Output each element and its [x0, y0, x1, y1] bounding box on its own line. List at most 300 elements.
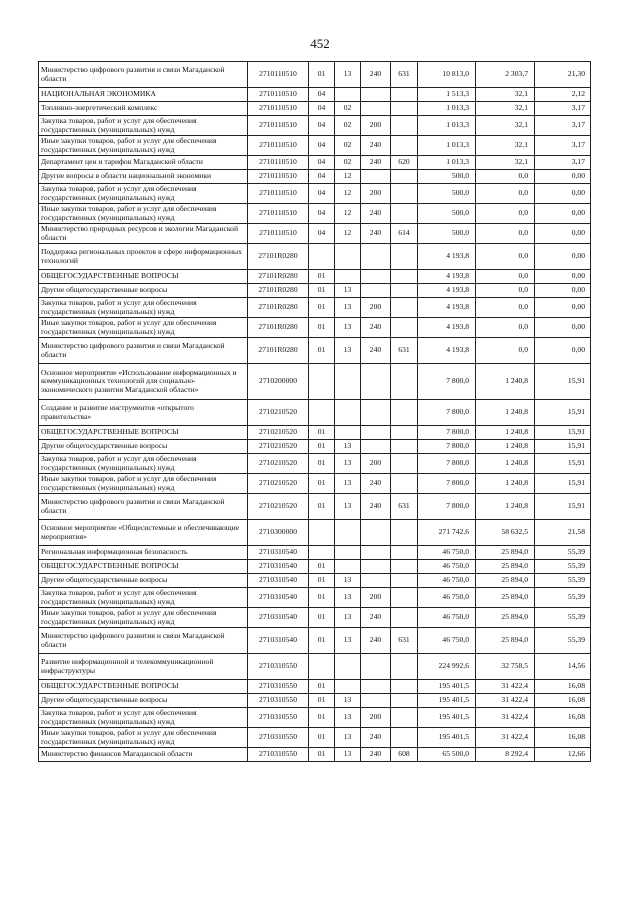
table-row: [39, 170, 591, 184]
row-grbs: 631: [391, 628, 418, 654]
row-name: Департамент цен и тарифов Магаданской области: [39, 156, 248, 170]
table-row: [39, 574, 591, 588]
row-vr: [361, 426, 391, 440]
row-exec: 0,0: [476, 318, 535, 338]
row-vr: [361, 88, 391, 102]
table-row: [39, 426, 591, 440]
table-row: [39, 298, 591, 318]
row-pr: 13: [335, 728, 361, 748]
row-pct: 15,91: [535, 494, 591, 520]
row-pct: 12,66: [535, 748, 591, 762]
row-name: Поддержка региональных проектов в сфере информационных технологий: [39, 244, 248, 270]
row-name: Иные закупки товаров, работ и услуг для обеспечения государственных (муниципальных) нужд: [39, 608, 248, 628]
row-plan: 7 800,0: [418, 454, 476, 474]
row-pr: 02: [335, 156, 361, 170]
row-plan: 4 193,8: [418, 270, 476, 284]
row-rz: 01: [309, 748, 335, 762]
table-row: [39, 270, 591, 284]
table-row: [39, 400, 591, 426]
row-vr: 240: [361, 318, 391, 338]
row-code: 2710210520: [248, 426, 309, 440]
row-plan: 1 013,3: [418, 102, 476, 116]
row-pct: 55,39: [535, 546, 591, 560]
row-pr: [335, 88, 361, 102]
row-rz: 01: [309, 284, 335, 298]
row-pct: 55,39: [535, 574, 591, 588]
row-code: 2710110510: [248, 184, 309, 204]
table-row: [39, 364, 591, 400]
row-vr: [361, 284, 391, 298]
row-grbs: [391, 588, 418, 608]
row-pr: 13: [335, 588, 361, 608]
row-rz: [309, 520, 335, 546]
row-rz: 01: [309, 494, 335, 520]
row-vr: 240: [361, 728, 391, 748]
row-grbs: [391, 440, 418, 454]
row-rz: 01: [309, 318, 335, 338]
row-exec: 25 894,0: [476, 628, 535, 654]
row-name: ОБЩЕГОСУДАРСТВЕННЫЕ ВОПРОСЫ: [39, 560, 248, 574]
row-exec: 0,0: [476, 270, 535, 284]
row-rz: 04: [309, 204, 335, 224]
row-code: 2710310540: [248, 628, 309, 654]
row-rz: 01: [309, 694, 335, 708]
row-grbs: [391, 318, 418, 338]
row-code: 27101R0280: [248, 270, 309, 284]
row-plan: 7 800,0: [418, 426, 476, 440]
row-pr: 13: [335, 494, 361, 520]
row-vr: 200: [361, 298, 391, 318]
row-pr: 12: [335, 224, 361, 244]
row-rz: 01: [309, 270, 335, 284]
row-pct: 14,56: [535, 654, 591, 680]
row-pct: 16,08: [535, 680, 591, 694]
row-plan: 46 750,0: [418, 560, 476, 574]
row-grbs: [391, 694, 418, 708]
row-grbs: [391, 102, 418, 116]
row-rz: 04: [309, 88, 335, 102]
row-code: 27101R0280: [248, 338, 309, 364]
row-name: Другие общегосударственные вопросы: [39, 694, 248, 708]
row-pr: [335, 680, 361, 694]
row-pr: 13: [335, 694, 361, 708]
row-grbs: [391, 426, 418, 440]
row-pr: [335, 546, 361, 560]
row-pct: 0,00: [535, 170, 591, 184]
row-pct: 15,91: [535, 426, 591, 440]
row-plan: 7 800,0: [418, 494, 476, 520]
row-name: Другие общегосударственные вопросы: [39, 284, 248, 298]
row-vr: [361, 102, 391, 116]
row-name: Закупка товаров, работ и услуг для обеспечения государственных (муниципальных) нужд: [39, 588, 248, 608]
row-pct: 0,00: [535, 204, 591, 224]
row-pct: 21,58: [535, 520, 591, 546]
row-grbs: [391, 270, 418, 284]
row-grbs: [391, 708, 418, 728]
row-grbs: [391, 454, 418, 474]
row-grbs: [391, 284, 418, 298]
row-exec: 0,0: [476, 204, 535, 224]
row-grbs: 608: [391, 748, 418, 762]
row-pr: [335, 400, 361, 426]
row-plan: 500,0: [418, 170, 476, 184]
row-vr: 240: [361, 156, 391, 170]
row-pct: 21,30: [535, 62, 591, 88]
row-name: Основное мероприятие «Общесистемные и обеспечивающие мероприятия»: [39, 520, 248, 546]
row-grbs: [391, 204, 418, 224]
row-plan: 500,0: [418, 224, 476, 244]
row-exec: 32 758,5: [476, 654, 535, 680]
row-pct: 15,91: [535, 364, 591, 400]
row-code: 2710310550: [248, 680, 309, 694]
row-pct: 0,00: [535, 244, 591, 270]
row-plan: 1 013,3: [418, 156, 476, 170]
row-vr: [361, 574, 391, 588]
row-rz: 01: [309, 680, 335, 694]
row-name: Развитие информационной и телекоммуникационной инфраструктуры: [39, 654, 248, 680]
table-row: [39, 654, 591, 680]
row-vr: 240: [361, 62, 391, 88]
row-name: Закупка товаров, работ и услуг для обеспечения государственных (муниципальных) нужд: [39, 454, 248, 474]
row-code: 2710210520: [248, 494, 309, 520]
row-code: 2710310540: [248, 608, 309, 628]
row-vr: [361, 270, 391, 284]
row-vr: [361, 546, 391, 560]
row-pct: 0,00: [535, 184, 591, 204]
row-exec: 32,1: [476, 116, 535, 136]
row-rz: 04: [309, 156, 335, 170]
row-plan: 46 750,0: [418, 546, 476, 560]
row-name: Министерство цифрового развития и связи Магаданской области: [39, 62, 248, 88]
row-pct: 55,39: [535, 608, 591, 628]
row-grbs: 631: [391, 62, 418, 88]
row-pct: 16,08: [535, 728, 591, 748]
table-row: [39, 62, 591, 88]
row-rz: [309, 364, 335, 400]
row-vr: 240: [361, 474, 391, 494]
row-grbs: [391, 170, 418, 184]
row-code: 27101R0280: [248, 244, 309, 270]
row-grbs: [391, 574, 418, 588]
row-vr: [361, 400, 391, 426]
row-exec: 31 422,4: [476, 694, 535, 708]
row-code: 2710310550: [248, 748, 309, 762]
row-exec: 32,1: [476, 102, 535, 116]
row-code: 27101R0280: [248, 284, 309, 298]
row-pr: 02: [335, 116, 361, 136]
row-rz: [309, 654, 335, 680]
row-name: Иные закупки товаров, работ и услуг для обеспечения государственных (муниципальных) нужд: [39, 728, 248, 748]
row-pr: 13: [335, 474, 361, 494]
row-exec: 25 894,0: [476, 588, 535, 608]
table-row: [39, 588, 591, 608]
row-grbs: [391, 116, 418, 136]
row-rz: 01: [309, 728, 335, 748]
row-pr: 13: [335, 748, 361, 762]
row-name: Закупка товаров, работ и услуг для обеспечения государственных (муниципальных) нужд: [39, 184, 248, 204]
table-row: [39, 102, 591, 116]
row-plan: 195 401,5: [418, 694, 476, 708]
row-exec: 32,1: [476, 88, 535, 102]
table-row: [39, 224, 591, 244]
row-name: Министерство финансов Магаданской области: [39, 748, 248, 762]
table-row: [39, 156, 591, 170]
row-rz: [309, 546, 335, 560]
row-pr: 13: [335, 708, 361, 728]
row-grbs: 631: [391, 338, 418, 364]
row-vr: [361, 680, 391, 694]
row-code: 2710110510: [248, 156, 309, 170]
row-exec: 0,0: [476, 244, 535, 270]
row-name: ОБЩЕГОСУДАРСТВЕННЫЕ ВОПРОСЫ: [39, 680, 248, 694]
row-plan: 4 193,8: [418, 338, 476, 364]
row-rz: 01: [309, 708, 335, 728]
table-row: [39, 244, 591, 270]
row-pct: 0,00: [535, 318, 591, 338]
table-row: [39, 88, 591, 102]
row-grbs: [391, 546, 418, 560]
row-vr: 200: [361, 708, 391, 728]
row-vr: 200: [361, 588, 391, 608]
row-name: Закупка товаров, работ и услуг для обеспечения государственных (муниципальных) нужд: [39, 298, 248, 318]
row-plan: 65 500,0: [418, 748, 476, 762]
row-name: Другие общегосударственные вопросы: [39, 440, 248, 454]
row-plan: 271 742,6: [418, 520, 476, 546]
row-pr: 13: [335, 574, 361, 588]
row-name: Иные закупки товаров, работ и услуг для обеспечения государственных (муниципальных) нужд: [39, 136, 248, 156]
row-vr: [361, 520, 391, 546]
row-pct: 3,17: [535, 116, 591, 136]
row-vr: 200: [361, 184, 391, 204]
row-rz: 01: [309, 560, 335, 574]
row-exec: 25 894,0: [476, 546, 535, 560]
row-name: Министерство природных ресурсов и экологии Магаданской области: [39, 224, 248, 244]
row-pct: 0,00: [535, 270, 591, 284]
row-grbs: [391, 88, 418, 102]
row-grbs: [391, 728, 418, 748]
budget-table: [38, 61, 591, 762]
row-name: Создание и развитие инструментов «открытого правительства»: [39, 400, 248, 426]
row-vr: [361, 170, 391, 184]
row-exec: 0,0: [476, 224, 535, 244]
table-row: [39, 474, 591, 494]
table-row: [39, 560, 591, 574]
row-plan: 46 750,0: [418, 588, 476, 608]
row-pr: 13: [335, 318, 361, 338]
row-grbs: [391, 184, 418, 204]
row-pr: [335, 426, 361, 440]
row-code: 2710310540: [248, 546, 309, 560]
row-pct: 0,00: [535, 284, 591, 298]
row-pr: [335, 654, 361, 680]
row-vr: [361, 244, 391, 270]
row-grbs: 631: [391, 494, 418, 520]
row-code: 2710310550: [248, 728, 309, 748]
row-plan: 46 750,0: [418, 608, 476, 628]
row-rz: 01: [309, 440, 335, 454]
table-row: [39, 440, 591, 454]
row-pr: 13: [335, 298, 361, 318]
row-code: 2710110510: [248, 116, 309, 136]
row-vr: [361, 560, 391, 574]
table-row: [39, 116, 591, 136]
row-name: Другие вопросы в области национальной экономики: [39, 170, 248, 184]
row-plan: 4 193,8: [418, 298, 476, 318]
row-plan: 500,0: [418, 184, 476, 204]
row-plan: 195 401,5: [418, 728, 476, 748]
row-grbs: [391, 136, 418, 156]
row-rz: [309, 244, 335, 270]
row-exec: 25 894,0: [476, 574, 535, 588]
row-rz: 01: [309, 628, 335, 654]
row-pct: 15,91: [535, 474, 591, 494]
row-name: Министерство цифрового развития и связи Магаданской области: [39, 494, 248, 520]
table-row: [39, 454, 591, 474]
row-rz: 04: [309, 102, 335, 116]
row-exec: 0,0: [476, 184, 535, 204]
table-row: [39, 338, 591, 364]
row-exec: 1 240,8: [476, 494, 535, 520]
row-exec: 31 422,4: [476, 728, 535, 748]
row-name: ОБЩЕГОСУДАРСТВЕННЫЕ ВОПРОСЫ: [39, 270, 248, 284]
table-row: [39, 284, 591, 298]
row-pr: 13: [335, 608, 361, 628]
row-plan: 7 800,0: [418, 440, 476, 454]
row-code: 27101R0280: [248, 298, 309, 318]
table-row: [39, 608, 591, 628]
row-plan: 4 193,8: [418, 284, 476, 298]
row-plan: 7 800,0: [418, 400, 476, 426]
row-exec: 25 894,0: [476, 608, 535, 628]
row-rz: 01: [309, 426, 335, 440]
row-exec: 31 422,4: [476, 708, 535, 728]
row-rz: 01: [309, 298, 335, 318]
row-plan: 10 813,0: [418, 62, 476, 88]
table-row: [39, 748, 591, 762]
row-vr: 240: [361, 748, 391, 762]
row-rz: 01: [309, 454, 335, 474]
row-code: 2710310550: [248, 708, 309, 728]
row-rz: 01: [309, 62, 335, 88]
row-plan: 1 013,3: [418, 136, 476, 156]
row-plan: 4 193,8: [418, 244, 476, 270]
row-pct: 3,17: [535, 102, 591, 116]
table-row: [39, 708, 591, 728]
row-name: Закупка товаров, работ и услуг для обеспечения государственных (муниципальных) нужд: [39, 116, 248, 136]
row-pr: 02: [335, 102, 361, 116]
row-pct: 55,39: [535, 588, 591, 608]
row-exec: 2 303,7: [476, 62, 535, 88]
row-pr: [335, 244, 361, 270]
row-code: 2710310540: [248, 560, 309, 574]
row-code: 2710110510: [248, 224, 309, 244]
row-pr: 13: [335, 628, 361, 654]
row-code: 2710200000: [248, 364, 309, 400]
row-pct: 15,91: [535, 440, 591, 454]
row-exec: 1 240,8: [476, 454, 535, 474]
row-rz: 04: [309, 170, 335, 184]
row-name: Закупка товаров, работ и услуг для обеспечения государственных (муниципальных) нужд: [39, 708, 248, 728]
table-row: [39, 628, 591, 654]
row-vr: [361, 364, 391, 400]
row-grbs: 614: [391, 224, 418, 244]
row-plan: 4 193,8: [418, 318, 476, 338]
row-vr: 240: [361, 494, 391, 520]
row-vr: [361, 694, 391, 708]
row-code: 2710210520: [248, 440, 309, 454]
row-plan: 1 013,3: [418, 116, 476, 136]
row-rz: 01: [309, 588, 335, 608]
row-pct: 55,39: [535, 560, 591, 574]
row-vr: 200: [361, 116, 391, 136]
table-row: [39, 204, 591, 224]
row-pct: 2,12: [535, 88, 591, 102]
row-code: 2710310550: [248, 694, 309, 708]
row-pct: 15,91: [535, 454, 591, 474]
row-exec: 1 240,8: [476, 400, 535, 426]
row-code: 2710310540: [248, 574, 309, 588]
row-plan: 7 800,0: [418, 364, 476, 400]
table-row: [39, 136, 591, 156]
table-row: [39, 318, 591, 338]
row-vr: 240: [361, 628, 391, 654]
row-name: Министерство цифрового развития и связи Магаданской области: [39, 628, 248, 654]
row-grbs: [391, 474, 418, 494]
row-exec: 32,1: [476, 156, 535, 170]
row-exec: 32,1: [476, 136, 535, 156]
row-plan: 46 750,0: [418, 574, 476, 588]
row-grbs: [391, 608, 418, 628]
row-grbs: [391, 364, 418, 400]
row-pr: [335, 364, 361, 400]
page-number: 452: [310, 36, 330, 51]
row-grbs: [391, 298, 418, 318]
row-vr: [361, 440, 391, 454]
row-pct: 3,17: [535, 136, 591, 156]
row-exec: 58 632,5: [476, 520, 535, 546]
row-pct: 0,00: [535, 338, 591, 364]
row-code: 2710210520: [248, 400, 309, 426]
row-pr: 13: [335, 284, 361, 298]
row-pr: 13: [335, 454, 361, 474]
table-row: [39, 546, 591, 560]
row-vr: 240: [361, 136, 391, 156]
row-vr: 240: [361, 338, 391, 364]
table-row: [39, 184, 591, 204]
row-name: Другие общегосударственные вопросы: [39, 574, 248, 588]
row-plan: 195 401,5: [418, 680, 476, 694]
row-exec: 25 894,0: [476, 560, 535, 574]
table-row: [39, 494, 591, 520]
row-exec: 0,0: [476, 338, 535, 364]
row-pr: 02: [335, 136, 361, 156]
row-name: Министерство цифрового развития и связи Магаданской области: [39, 338, 248, 364]
row-exec: 1 240,8: [476, 426, 535, 440]
row-pct: 55,39: [535, 628, 591, 654]
row-code: 2710110510: [248, 88, 309, 102]
row-rz: 04: [309, 224, 335, 244]
row-vr: 240: [361, 224, 391, 244]
row-pr: 12: [335, 184, 361, 204]
row-code: 27101R0280: [248, 318, 309, 338]
row-rz: [309, 400, 335, 426]
row-rz: 01: [309, 474, 335, 494]
table-row: [39, 694, 591, 708]
row-plan: 46 750,0: [418, 628, 476, 654]
row-plan: 224 992,6: [418, 654, 476, 680]
row-code: 2710110510: [248, 136, 309, 156]
row-exec: 1 240,8: [476, 440, 535, 454]
